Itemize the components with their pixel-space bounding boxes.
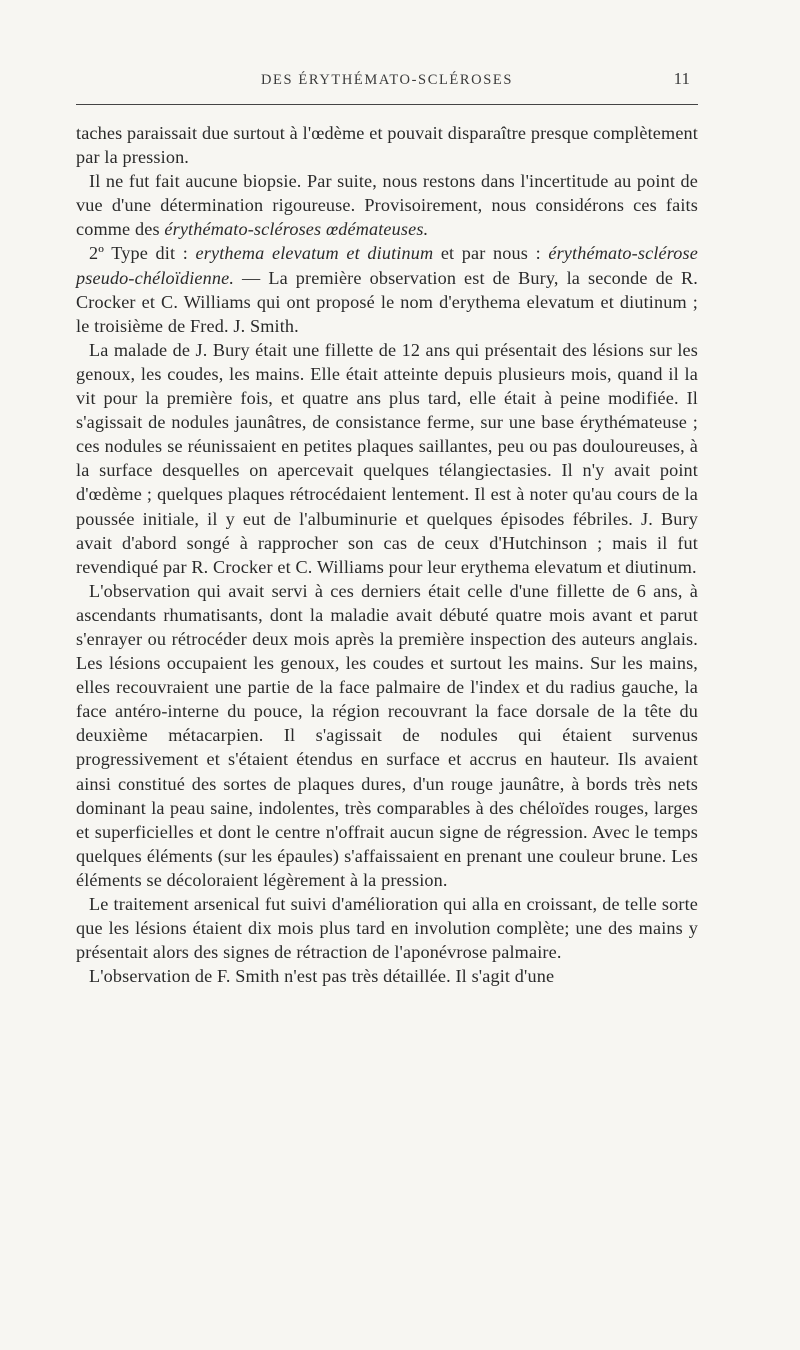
paragraph-6: Le traitement arsenical fut suivi d'amélioration qui alla en croissant, de telle sorte que les lésions étaient dix mois plus tard en involution complète; une des mains y présentait alors des signes de rétraction de l'aponévrose palmaire. [76,894,698,963]
paragraph-2 [76,169,698,241]
header-rule [76,104,698,105]
paragraph-2-text: Il ne fut fait aucune biopsie. Par suite, nous restons dans l'incertitude au point de vue d'une détermination rigoureuse. Provisoirement, nous considérons ces faits comme des [76,171,698,240]
paragraph-3-rest: — La première observation est de Bury, la seconde de R. Crocker et C. Williams qui ont proposé le nom d'erythema elevatum et diutinum ; le troisième de Fred. J. Smith. [76,267,698,336]
paragraph-4: La malade de J. Bury était une fillette de 12 ans qui présentait des lésions sur les genoux, les coudes, les mains. Elle était atteinte depuis plusieurs mois, quand il la vit pour la première fois, et quatre ans plus tard, elle était à peine modifiée. Il s'agissait de nodules jaunâtres, de consistance ferme, sur une base érythémateuse ; ces nodules se réunissaient en petites plaques saillantes, peu ou pas douloureuses, à la surface desquelles on apercevait quelques télangiectasies. Il n'y avait point d'œdème ; quelques plaques rétrocédaient lentement. Il est à noter qu'au cours de la poussée initiale, il y eut de l'albuminurie et quelques épisodes fébriles. J. Bury avait d'abord songé à rapprocher son cas de ceux d'Hutchinson ; mais il fut revendiqué par R. Crocker et C. Williams pour leur erythema elevatum et diutinum. [76,339,698,577]
paragraph-3-italic-1: erythema elevatum et diutinum [195,243,434,264]
paragraph-3-lead: 2º Type dit : [89,243,196,264]
body-text [76,121,698,988]
paragraph-3-italic-2: érythémato-sclérose pseudo-chéloïdienne. [76,243,699,288]
page-number: 11 [673,69,690,88]
page-header [76,69,698,94]
paragraph-7: L'observation de F. Smith n'est pas très détaillée. Il s'agit d'une [89,966,555,987]
paragraph-1: taches paraissait due surtout à l'œdème et pouvait disparaître presque complètement par la pression. [76,123,698,168]
paragraph-3 [76,241,698,337]
paragraph-2-italic: érythémato-scléroses œdémateuses. [164,219,429,240]
paragraph-3-mid: et par nous : [433,243,549,264]
running-title: DES ÉRYTHÉMATO-SCLÉROSES [260,72,514,88]
paragraph-5: L'observation qui avait servi à ces derniers était celle d'une fillette de 6 ans, à ascendants rhumatisants, dont la maladie avait débuté quatre mois avant et parut s'enrayer ou rétrocéder deux mois après la première inspection des auteurs anglais. Les lésions occupaient les genoux, les coudes et surtout les mains. Sur les mains, elles recouvraient une partie de la face palmaire de l'index et du radius gauche, la face antéro-interne du pouce, la région recouvrant la face dorsale de la tête du deuxième métacarpien. Il s'agissait de nodules qui étaient survenus progressivement et s'étaient étendus en surface et accrus en hauteur. Ils avaient ainsi constitué des sortes de plaques dures, d'un rouge jaunâtre, à bords très nets dominant la peau saine, indolentes, très comparables à des chéloïdes rouges, larges et superficielles et dont le centre n'offrait aucun signe de régression. Avec le temps quelques éléments (sur les épaules) s'affaissaient en prenant une couleur brune. Les éléments se décoloraient légèrement à la pression. [76,580,698,890]
